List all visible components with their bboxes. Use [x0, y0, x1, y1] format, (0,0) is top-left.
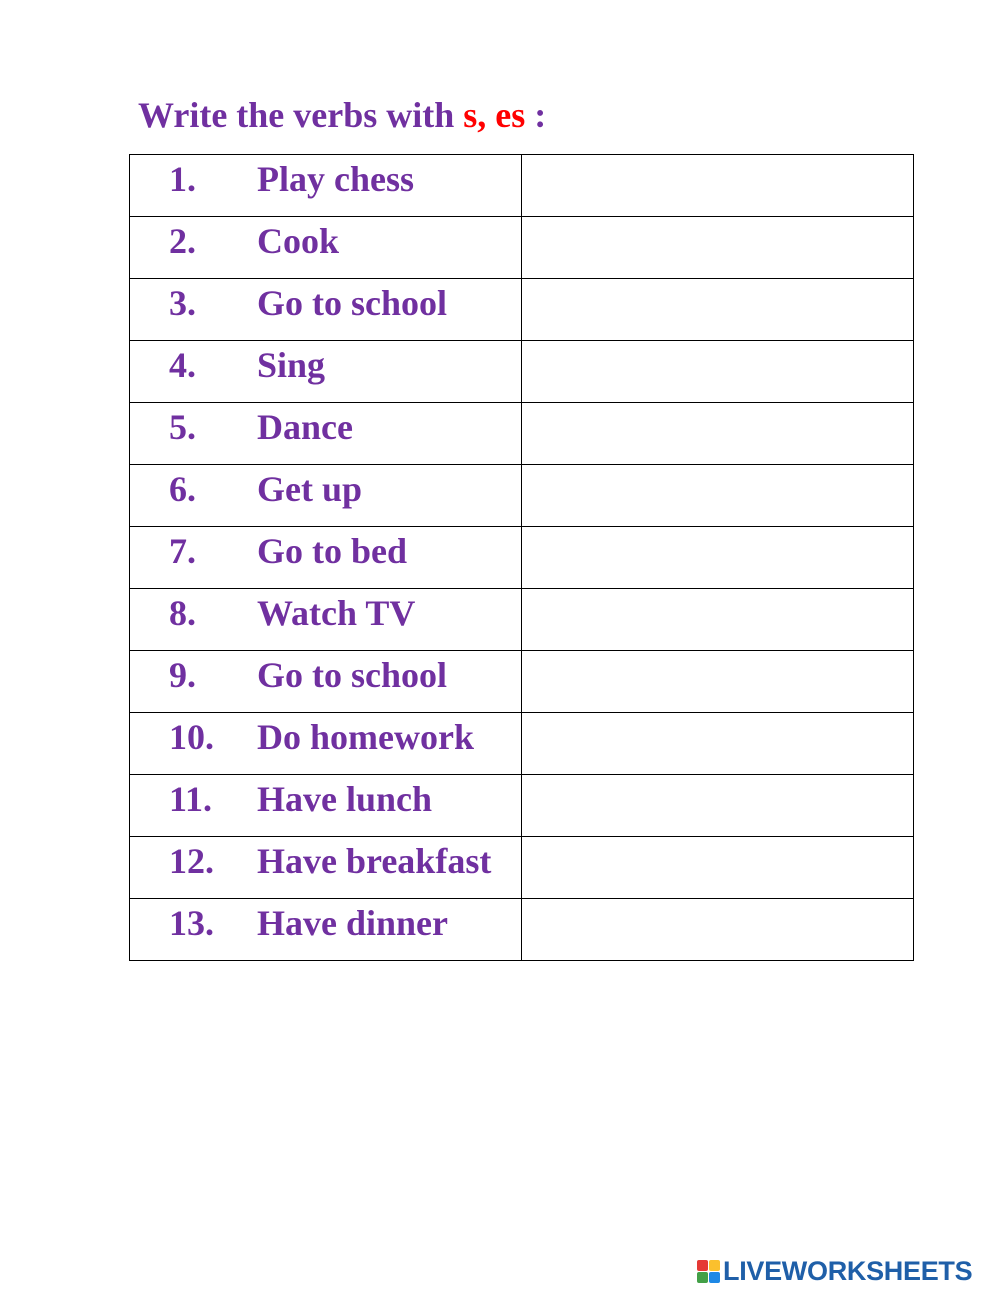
row-number: 8.	[169, 593, 196, 633]
liveworksheets-logo-icon	[697, 1260, 720, 1283]
answer-input[interactable]	[522, 403, 913, 464]
verb-text: Cook	[257, 221, 340, 261]
verb-cell	[130, 403, 522, 465]
table-row	[130, 713, 914, 775]
worksheet-title	[138, 92, 546, 138]
table-row	[130, 217, 914, 279]
verb-text: Go to school	[257, 283, 448, 323]
answer-input[interactable]	[522, 651, 913, 712]
verb-cell	[130, 217, 522, 279]
answer-input[interactable]	[522, 527, 913, 588]
answer-input[interactable]	[522, 155, 913, 216]
row-number: 5.	[169, 407, 196, 447]
table-row	[130, 837, 914, 899]
liveworksheets-brand	[697, 1256, 972, 1286]
answer-input[interactable]	[522, 899, 913, 960]
verb-cell	[130, 341, 522, 403]
logo-block-v	[697, 1272, 708, 1283]
table-row	[130, 651, 914, 713]
answer-cell	[522, 527, 914, 589]
answer-input[interactable]	[522, 775, 913, 836]
table-row	[130, 465, 914, 527]
verb-text: Have breakfast	[257, 841, 492, 881]
verb-table	[129, 154, 914, 961]
answer-cell	[522, 837, 914, 899]
answer-cell	[522, 651, 914, 713]
verb-cell	[130, 155, 522, 217]
verb-text: Dance	[257, 407, 353, 447]
verb-text: Go to school	[257, 655, 448, 695]
answer-input[interactable]	[522, 217, 913, 278]
answer-input[interactable]	[522, 589, 913, 650]
row-number: 2.	[169, 221, 196, 261]
logo-block-i	[709, 1260, 720, 1271]
verb-text: Have dinner	[257, 903, 449, 943]
title-main: Write the verbs with	[138, 95, 464, 135]
verb-cell	[130, 589, 522, 651]
answer-cell	[522, 155, 914, 217]
answer-cell	[522, 589, 914, 651]
verb-cell	[130, 837, 522, 899]
verb-text: Play chess	[257, 159, 414, 199]
verb-text: Sing	[257, 345, 326, 385]
answer-cell	[522, 217, 914, 279]
row-number: 1.	[169, 159, 196, 199]
answer-input[interactable]	[522, 837, 913, 898]
verb-text: Go to bed	[257, 531, 408, 571]
table-row	[130, 899, 914, 961]
row-number: 9.	[169, 655, 196, 695]
table-row	[130, 279, 914, 341]
table-row	[130, 155, 914, 217]
logo-block-e	[709, 1272, 720, 1283]
verb-text: Have lunch	[257, 779, 433, 819]
row-number: 10.	[169, 717, 214, 757]
verb-table-body	[130, 155, 914, 961]
verb-text: Get up	[257, 469, 363, 509]
title-accent: s, es	[463, 95, 526, 135]
answer-cell	[522, 279, 914, 341]
verb-cell	[130, 775, 522, 837]
table-row	[130, 341, 914, 403]
verb-text: Watch TV	[257, 593, 416, 633]
answer-input[interactable]	[522, 279, 913, 340]
brand-name: LIVEWORKSHEETS	[723, 1256, 973, 1286]
table-row	[130, 527, 914, 589]
verb-cell	[130, 651, 522, 713]
row-number: 12.	[169, 841, 214, 881]
verb-cell	[130, 465, 522, 527]
row-number: 4.	[169, 345, 196, 385]
row-number: 11.	[169, 779, 213, 819]
row-number: 6.	[169, 469, 196, 509]
table-row	[130, 775, 914, 837]
table-row	[130, 589, 914, 651]
verb-cell	[130, 899, 522, 961]
answer-input[interactable]	[522, 713, 913, 774]
answer-input[interactable]	[522, 465, 913, 526]
answer-cell	[522, 341, 914, 403]
verb-text: Do homework	[257, 717, 474, 757]
answer-cell	[522, 465, 914, 527]
row-number: 3.	[169, 283, 196, 323]
answer-input[interactable]	[522, 341, 913, 402]
answer-cell	[522, 403, 914, 465]
answer-cell	[522, 899, 914, 961]
verb-cell	[130, 527, 522, 589]
row-number: 7.	[169, 531, 196, 571]
logo-block-l	[697, 1260, 708, 1271]
verb-cell	[130, 713, 522, 775]
row-number: 13.	[169, 903, 214, 943]
table-row	[130, 403, 914, 465]
title-end: :	[525, 95, 547, 135]
verb-cell	[130, 279, 522, 341]
answer-cell	[522, 775, 914, 837]
answer-cell	[522, 713, 914, 775]
